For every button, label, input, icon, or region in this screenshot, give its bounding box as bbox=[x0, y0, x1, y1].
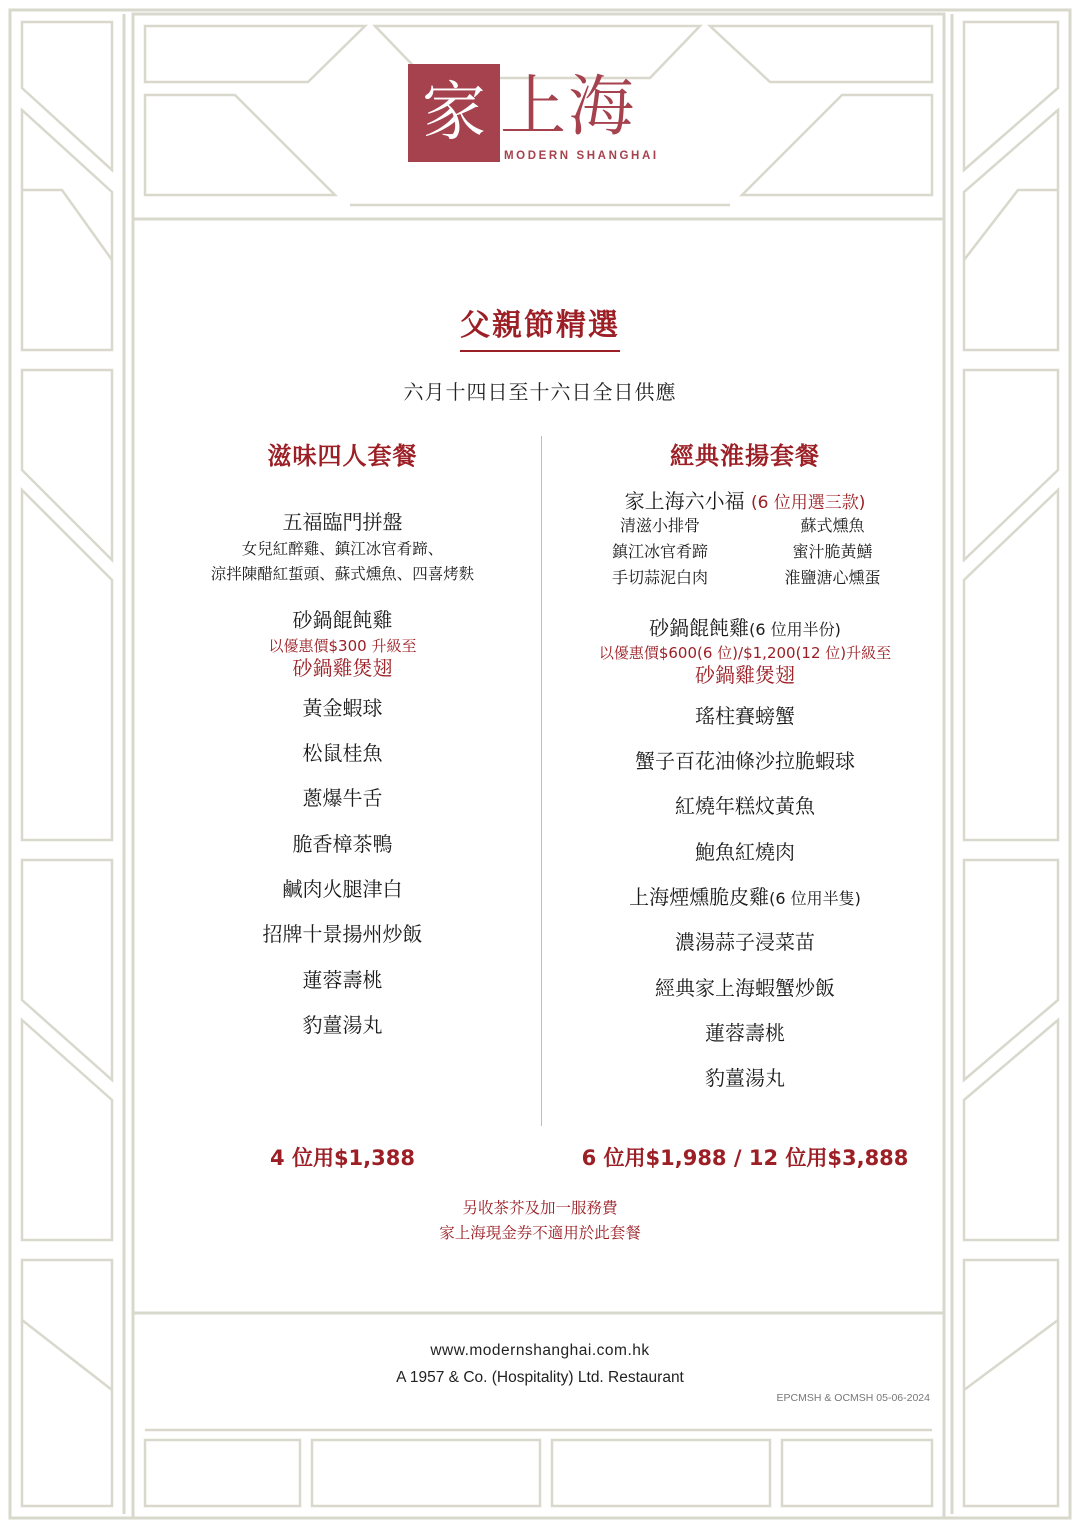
platter-name: 五福臨門拼盤 bbox=[282, 510, 403, 534]
document-code: EPCMSH & OCMSH 05-06-2024 bbox=[776, 1392, 930, 1404]
page-title bbox=[0, 300, 1080, 352]
logo-subtitle: MODERN SHANGHAI bbox=[504, 150, 659, 162]
brand-logo bbox=[408, 64, 670, 164]
smoked-chicken-line bbox=[570, 884, 920, 912]
right-chicken: 砂鍋餛飩雞 bbox=[649, 616, 750, 640]
dish-item: 黃金蝦球 bbox=[302, 696, 383, 720]
dish-item: 紅燒年糕炆黃魚 bbox=[675, 794, 815, 818]
right-menu-title: 經典淮揚套餐 bbox=[670, 442, 820, 470]
smoked-chicken-note: (6 位用半隻) bbox=[769, 889, 861, 908]
right-upgrade-item: 砂鍋雞煲翅 bbox=[695, 663, 795, 687]
appetizer-item: 蜜汁脆黃鱔 bbox=[792, 542, 873, 561]
availability-dates: 六月十四日至十六日全日供應 bbox=[403, 380, 677, 404]
dish-item: 經典家上海蝦蟹炒飯 bbox=[655, 976, 835, 1000]
dish-item: 蔥爆牛舌 bbox=[302, 786, 383, 810]
platter-desc-2: 涼拌陳醋紅蜇頭、蘇式燻魚、四喜烤麩 bbox=[210, 565, 475, 583]
platter-desc-1: 女兒紅醉雞、鎮江冰官肴蹄、 bbox=[241, 540, 444, 558]
voucher-note: 家上海現金券不適用於此套餐 bbox=[439, 1224, 641, 1242]
right-upgrade-note: 以優惠價$600(6 位)/$1,200(12 位)升級至 bbox=[598, 644, 892, 662]
left-menu-title: 滋味四人套餐 bbox=[267, 442, 418, 470]
appetizer-item: 蘇式燻魚 bbox=[800, 516, 865, 535]
column-divider bbox=[541, 436, 542, 1126]
left-upgrade-item: 砂鍋雞煲翅 bbox=[292, 656, 393, 680]
dish-item: 鹹肉火腿津白 bbox=[282, 877, 403, 901]
dish-item: 脆香樟茶鴨 bbox=[292, 832, 393, 856]
website-link[interactable]: www.modernshanghai.com.hk bbox=[430, 1342, 650, 1359]
appetizer-item: 鎮江冰官肴蹄 bbox=[611, 542, 708, 561]
appetizer-name: 家上海六小福 bbox=[624, 489, 745, 513]
right-chicken-line bbox=[570, 615, 920, 643]
logo-chars: 上海 bbox=[500, 68, 636, 145]
dish-item: 蓮蓉壽桃 bbox=[705, 1021, 785, 1045]
smoked-chicken: 上海煙燻脆皮雞 bbox=[629, 885, 770, 909]
dish-item: 蟹子百花油條沙拉脆蝦球 bbox=[635, 749, 855, 773]
appetizer-heading bbox=[570, 488, 920, 516]
dish-item: 瑤柱賽螃蟹 bbox=[695, 704, 795, 728]
logo-box bbox=[408, 64, 500, 162]
appetizer-item: 清滋小排骨 bbox=[619, 516, 700, 535]
left-upgrade-note: 以優惠價$300 升級至 bbox=[268, 637, 417, 655]
company-line: A 1957 & Co. (Hospitality) Ltd. Restaurant bbox=[396, 1369, 684, 1386]
right-price: 6 位用$1,988 / 12 位用$3,888 bbox=[581, 1146, 909, 1170]
dish-item: 蓮蓉壽桃 bbox=[302, 968, 383, 992]
page-title-text: 父親節精選 bbox=[460, 300, 620, 352]
appetizer-item: 手切蒜泥白肉 bbox=[611, 568, 708, 587]
dish-item: 招牌十景揚州炒飯 bbox=[262, 922, 423, 946]
dish-item: 鮑魚紅燒肉 bbox=[695, 840, 795, 864]
logo-char-box: 家 bbox=[422, 76, 486, 150]
dish-item: 豹薑湯丸 bbox=[705, 1066, 785, 1090]
appetizer-note: (6 位用選三款) bbox=[750, 493, 866, 513]
service-charge-note: 另收茶芥及加一服務費 bbox=[462, 1199, 618, 1217]
dish-item: 濃湯蒜子浸菜苗 bbox=[675, 930, 815, 954]
dish-item: 松鼠桂魚 bbox=[302, 741, 383, 765]
left-price: 4 位用$1,388 bbox=[270, 1146, 415, 1170]
dish-item: 豹薑湯丸 bbox=[302, 1013, 383, 1037]
appetizer-item: 淮鹽溏心燻蛋 bbox=[784, 568, 881, 587]
right-chicken-note: (6 位用半份) bbox=[749, 620, 841, 639]
left-chicken: 砂鍋餛飩雞 bbox=[292, 608, 393, 632]
